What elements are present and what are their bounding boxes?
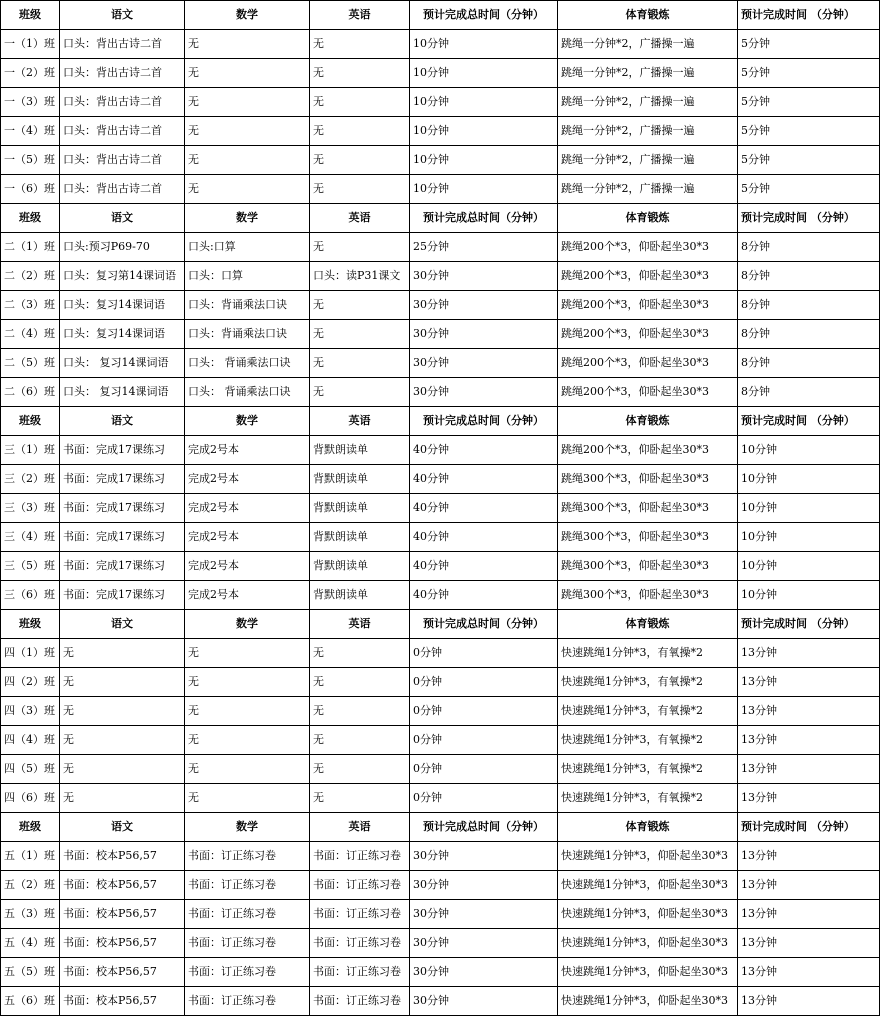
table-row [1, 697, 880, 726]
chinese-cell: 口头：背出古诗二首 [60, 88, 185, 117]
table-row [1, 929, 880, 958]
table-row [1, 639, 880, 668]
english-cell: 无 [310, 146, 410, 175]
pe-time-cell: 8分钟 [738, 233, 880, 262]
english-cell: 背默朗读单 [310, 436, 410, 465]
chinese-cell: 无 [60, 784, 185, 813]
total-time-cell: 40分钟 [410, 581, 558, 610]
chinese-cell: 书面：校本P56,57 [60, 929, 185, 958]
header-class: 班级 [1, 813, 60, 842]
total-time-cell: 0分钟 [410, 755, 558, 784]
header-chinese: 语文 [60, 204, 185, 233]
pe-cell: 跳绳200个*3，仰卧起坐30*3 [558, 291, 738, 320]
table-row [1, 320, 880, 349]
total-time-cell: 0分钟 [410, 668, 558, 697]
pe-cell: 快速跳绳1分钟*3，有氧操*2 [558, 668, 738, 697]
pe-time-cell: 13分钟 [738, 755, 880, 784]
class-cell: 二（1）班 [1, 233, 60, 262]
header-total-time: 预计完成总时间（分钟） [410, 1, 558, 30]
table-row [1, 668, 880, 697]
table-row [1, 465, 880, 494]
math-cell: 口头：口算 [185, 262, 310, 291]
header-chinese: 语文 [60, 1, 185, 30]
chinese-cell: 书面：校本P56,57 [60, 842, 185, 871]
class-cell: 三（5）班 [1, 552, 60, 581]
total-time-cell: 30分钟 [410, 291, 558, 320]
pe-cell: 跳绳200个*3，仰卧起坐30*3 [558, 436, 738, 465]
header-math: 数学 [185, 407, 310, 436]
math-cell: 无 [185, 30, 310, 59]
chinese-cell: 口头： 复习14课词语 [60, 378, 185, 407]
pe-time-cell: 8分钟 [738, 291, 880, 320]
pe-cell: 快速跳绳1分钟*3，有氧操*2 [558, 697, 738, 726]
class-cell: 四（5）班 [1, 755, 60, 784]
chinese-cell: 无 [60, 697, 185, 726]
pe-time-cell: 10分钟 [738, 494, 880, 523]
table-body [1, 1, 880, 1016]
header-chinese: 语文 [60, 610, 185, 639]
class-cell: 五（5）班 [1, 958, 60, 987]
table-row [1, 88, 880, 117]
header-row [1, 813, 880, 842]
english-cell: 背默朗读单 [310, 581, 410, 610]
header-row [1, 1, 880, 30]
table-row [1, 581, 880, 610]
pe-cell: 跳绳200个*3，仰卧起坐30*3 [558, 349, 738, 378]
chinese-cell: 口头：背出古诗二首 [60, 30, 185, 59]
chinese-cell: 口头：背出古诗二首 [60, 117, 185, 146]
table-row [1, 436, 880, 465]
english-cell: 背默朗读单 [310, 552, 410, 581]
english-cell: 无 [310, 59, 410, 88]
english-cell: 书面：订正练习卷 [310, 842, 410, 871]
table-row [1, 900, 880, 929]
header-class: 班级 [1, 1, 60, 30]
english-cell: 书面：订正练习卷 [310, 871, 410, 900]
chinese-cell: 无 [60, 755, 185, 784]
pe-time-cell: 8分钟 [738, 320, 880, 349]
total-time-cell: 40分钟 [410, 436, 558, 465]
total-time-cell: 30分钟 [410, 262, 558, 291]
chinese-cell: 书面：完成17课练习 [60, 581, 185, 610]
class-cell: 一（1）班 [1, 30, 60, 59]
pe-cell: 快速跳绳1分钟*3，仰卧起坐30*3 [558, 987, 738, 1016]
chinese-cell: 口头：复习14课词语 [60, 320, 185, 349]
pe-time-cell: 10分钟 [738, 523, 880, 552]
table-row [1, 262, 880, 291]
class-cell: 五（3）班 [1, 900, 60, 929]
total-time-cell: 10分钟 [410, 175, 558, 204]
math-cell: 书面：订正练习卷 [185, 900, 310, 929]
pe-time-cell: 13分钟 [738, 784, 880, 813]
math-cell: 书面：订正练习卷 [185, 842, 310, 871]
total-time-cell: 10分钟 [410, 30, 558, 59]
header-pe: 体育锻炼 [558, 813, 738, 842]
math-cell: 口头：背诵乘法口诀 [185, 320, 310, 349]
total-time-cell: 40分钟 [410, 552, 558, 581]
header-chinese: 语文 [60, 407, 185, 436]
pe-cell: 跳绳一分钟*2，广播操一遍 [558, 30, 738, 59]
total-time-cell: 0分钟 [410, 639, 558, 668]
header-total-time: 预计完成总时间（分钟） [410, 813, 558, 842]
pe-time-cell: 5分钟 [738, 117, 880, 146]
math-cell: 书面：订正练习卷 [185, 987, 310, 1016]
pe-cell: 跳绳300个*3，仰卧起坐30*3 [558, 465, 738, 494]
class-cell: 五（1）班 [1, 842, 60, 871]
class-cell: 二（4）班 [1, 320, 60, 349]
english-cell: 无 [310, 349, 410, 378]
pe-time-cell: 10分钟 [738, 465, 880, 494]
table-row [1, 146, 880, 175]
class-cell: 三（3）班 [1, 494, 60, 523]
total-time-cell: 0分钟 [410, 726, 558, 755]
pe-time-cell: 5分钟 [738, 30, 880, 59]
total-time-cell: 30分钟 [410, 900, 558, 929]
pe-cell: 快速跳绳1分钟*3，仰卧起坐30*3 [558, 842, 738, 871]
english-cell: 无 [310, 291, 410, 320]
math-cell: 无 [185, 639, 310, 668]
pe-cell: 跳绳200个*3，仰卧起坐30*3 [558, 262, 738, 291]
pe-time-cell: 8分钟 [738, 378, 880, 407]
table-row [1, 726, 880, 755]
total-time-cell: 10分钟 [410, 146, 558, 175]
math-cell: 无 [185, 697, 310, 726]
total-time-cell: 10分钟 [410, 59, 558, 88]
math-cell: 无 [185, 784, 310, 813]
table-row [1, 755, 880, 784]
class-cell: 三（2）班 [1, 465, 60, 494]
total-time-cell: 0分钟 [410, 784, 558, 813]
class-cell: 一（6）班 [1, 175, 60, 204]
pe-cell: 快速跳绳1分钟*3，有氧操*2 [558, 639, 738, 668]
math-cell: 完成2号本 [185, 494, 310, 523]
english-cell: 无 [310, 378, 410, 407]
pe-time-cell: 5分钟 [738, 146, 880, 175]
chinese-cell: 书面：校本P56,57 [60, 987, 185, 1016]
pe-cell: 快速跳绳1分钟*3，有氧操*2 [558, 784, 738, 813]
math-cell: 完成2号本 [185, 465, 310, 494]
math-cell: 无 [185, 755, 310, 784]
pe-cell: 跳绳200个*3，仰卧起坐30*3 [558, 233, 738, 262]
pe-cell: 跳绳一分钟*2，广播操一遍 [558, 175, 738, 204]
pe-time-cell: 10分钟 [738, 552, 880, 581]
math-cell: 完成2号本 [185, 552, 310, 581]
pe-time-cell: 10分钟 [738, 436, 880, 465]
pe-time-cell: 13分钟 [738, 871, 880, 900]
pe-cell: 快速跳绳1分钟*3，仰卧起坐30*3 [558, 900, 738, 929]
pe-time-cell: 8分钟 [738, 349, 880, 378]
class-cell: 二（3）班 [1, 291, 60, 320]
chinese-cell: 口头：背出古诗二首 [60, 175, 185, 204]
table-row [1, 175, 880, 204]
table-row [1, 958, 880, 987]
header-row [1, 610, 880, 639]
table-row [1, 349, 880, 378]
chinese-cell: 口头： 复习14课词语 [60, 349, 185, 378]
table-row [1, 523, 880, 552]
pe-time-cell: 8分钟 [738, 262, 880, 291]
header-class: 班级 [1, 204, 60, 233]
math-cell: 无 [185, 117, 310, 146]
class-cell: 二（6）班 [1, 378, 60, 407]
table-row [1, 842, 880, 871]
english-cell: 无 [310, 320, 410, 349]
class-cell: 三（6）班 [1, 581, 60, 610]
table-row [1, 552, 880, 581]
math-cell: 口头：背诵乘法口诀 [185, 291, 310, 320]
header-english: 英语 [310, 204, 410, 233]
header-english: 英语 [310, 813, 410, 842]
header-english: 英语 [310, 610, 410, 639]
total-time-cell: 10分钟 [410, 88, 558, 117]
english-cell: 背默朗读单 [310, 494, 410, 523]
class-cell: 五（4）班 [1, 929, 60, 958]
pe-cell: 快速跳绳1分钟*3，仰卧起坐30*3 [558, 958, 738, 987]
class-cell: 四（6）班 [1, 784, 60, 813]
english-cell: 书面：订正练习卷 [310, 929, 410, 958]
table-row [1, 233, 880, 262]
header-pe: 体育锻炼 [558, 204, 738, 233]
english-cell: 书面：订正练习卷 [310, 900, 410, 929]
class-cell: 四（2）班 [1, 668, 60, 697]
pe-cell: 跳绳300个*3，仰卧起坐30*3 [558, 581, 738, 610]
english-cell: 无 [310, 697, 410, 726]
class-cell: 五（6）班 [1, 987, 60, 1016]
math-cell: 书面：订正练习卷 [185, 929, 310, 958]
pe-time-cell: 13分钟 [738, 929, 880, 958]
chinese-cell: 书面：完成17课练习 [60, 523, 185, 552]
pe-cell: 快速跳绳1分钟*3，有氧操*2 [558, 755, 738, 784]
header-pe-time: 预计完成时间 （分钟） [738, 407, 880, 436]
header-pe-time: 预计完成时间 （分钟） [738, 610, 880, 639]
total-time-cell: 30分钟 [410, 320, 558, 349]
pe-cell: 跳绳一分钟*2，广播操一遍 [558, 117, 738, 146]
chinese-cell: 书面：校本P56,57 [60, 871, 185, 900]
total-time-cell: 30分钟 [410, 929, 558, 958]
class-cell: 二（5）班 [1, 349, 60, 378]
header-row [1, 407, 880, 436]
class-cell: 一（3）班 [1, 88, 60, 117]
chinese-cell: 口头：背出古诗二首 [60, 146, 185, 175]
header-class: 班级 [1, 610, 60, 639]
pe-time-cell: 13分钟 [738, 900, 880, 929]
table-row [1, 291, 880, 320]
pe-cell: 跳绳一分钟*2，广播操一遍 [558, 146, 738, 175]
math-cell: 无 [185, 726, 310, 755]
english-cell: 无 [310, 639, 410, 668]
pe-time-cell: 5分钟 [738, 59, 880, 88]
english-cell: 书面：订正练习卷 [310, 987, 410, 1016]
chinese-cell: 无 [60, 726, 185, 755]
pe-cell: 跳绳300个*3，仰卧起坐30*3 [558, 523, 738, 552]
math-cell: 口头： 背诵乘法口诀 [185, 349, 310, 378]
header-total-time: 预计完成总时间（分钟） [410, 407, 558, 436]
table-row [1, 59, 880, 88]
chinese-cell: 书面：完成17课练习 [60, 552, 185, 581]
table-row [1, 987, 880, 1016]
total-time-cell: 0分钟 [410, 697, 558, 726]
header-math: 数学 [185, 1, 310, 30]
pe-time-cell: 13分钟 [738, 668, 880, 697]
english-cell: 无 [310, 668, 410, 697]
math-cell: 口头： 背诵乘法口诀 [185, 378, 310, 407]
pe-cell: 快速跳绳1分钟*3，有氧操*2 [558, 726, 738, 755]
header-math: 数学 [185, 204, 310, 233]
header-chinese: 语文 [60, 813, 185, 842]
pe-time-cell: 13分钟 [738, 842, 880, 871]
chinese-cell: 书面：完成17课练习 [60, 436, 185, 465]
english-cell: 无 [310, 30, 410, 59]
table-row [1, 871, 880, 900]
header-pe: 体育锻炼 [558, 407, 738, 436]
header-pe: 体育锻炼 [558, 610, 738, 639]
math-cell: 无 [185, 175, 310, 204]
math-cell: 无 [185, 59, 310, 88]
pe-cell: 跳绳200个*3，仰卧起坐30*3 [558, 320, 738, 349]
pe-time-cell: 13分钟 [738, 697, 880, 726]
table-row [1, 30, 880, 59]
pe-cell: 跳绳一分钟*2，广播操一遍 [558, 59, 738, 88]
header-english: 英语 [310, 1, 410, 30]
math-cell: 无 [185, 88, 310, 117]
total-time-cell: 25分钟 [410, 233, 558, 262]
total-time-cell: 30分钟 [410, 378, 558, 407]
total-time-cell: 30分钟 [410, 842, 558, 871]
chinese-cell: 口头:预习P69-70 [60, 233, 185, 262]
class-cell: 二（2）班 [1, 262, 60, 291]
pe-time-cell: 5分钟 [738, 175, 880, 204]
english-cell: 背默朗读单 [310, 465, 410, 494]
pe-cell: 跳绳300个*3，仰卧起坐30*3 [558, 552, 738, 581]
pe-cell: 跳绳300个*3，仰卧起坐30*3 [558, 494, 738, 523]
english-cell: 背默朗读单 [310, 523, 410, 552]
pe-time-cell: 13分钟 [738, 987, 880, 1016]
english-cell: 无 [310, 784, 410, 813]
pe-time-cell: 13分钟 [738, 958, 880, 987]
header-pe: 体育锻炼 [558, 1, 738, 30]
total-time-cell: 30分钟 [410, 958, 558, 987]
class-cell: 四（1）班 [1, 639, 60, 668]
english-cell: 无 [310, 88, 410, 117]
table-row [1, 117, 880, 146]
chinese-cell: 无 [60, 668, 185, 697]
english-cell: 无 [310, 233, 410, 262]
pe-cell: 跳绳一分钟*2，广播操一遍 [558, 88, 738, 117]
header-english: 英语 [310, 407, 410, 436]
header-pe-time: 预计完成时间 （分钟） [738, 204, 880, 233]
header-pe-time: 预计完成时间 （分钟） [738, 813, 880, 842]
chinese-cell: 书面：完成17课练习 [60, 494, 185, 523]
header-math: 数学 [185, 813, 310, 842]
class-cell: 一（5）班 [1, 146, 60, 175]
class-cell: 一（4）班 [1, 117, 60, 146]
pe-time-cell: 5分钟 [738, 88, 880, 117]
header-class: 班级 [1, 407, 60, 436]
math-cell: 书面：订正练习卷 [185, 871, 310, 900]
table-row [1, 378, 880, 407]
header-math: 数学 [185, 610, 310, 639]
class-cell: 四（4）班 [1, 726, 60, 755]
pe-cell: 快速跳绳1分钟*3，仰卧起坐30*3 [558, 871, 738, 900]
math-cell: 口头:口算 [185, 233, 310, 262]
chinese-cell: 口头：复习14课词语 [60, 291, 185, 320]
chinese-cell: 口头：复习第14课词语 [60, 262, 185, 291]
english-cell: 无 [310, 117, 410, 146]
total-time-cell: 40分钟 [410, 494, 558, 523]
total-time-cell: 40分钟 [410, 523, 558, 552]
english-cell: 无 [310, 726, 410, 755]
math-cell: 完成2号本 [185, 581, 310, 610]
table-row [1, 494, 880, 523]
chinese-cell: 书面：校本P56,57 [60, 900, 185, 929]
header-pe-time: 预计完成时间 （分钟） [738, 1, 880, 30]
header-row [1, 204, 880, 233]
english-cell: 无 [310, 175, 410, 204]
math-cell: 书面：订正练习卷 [185, 958, 310, 987]
pe-time-cell: 10分钟 [738, 581, 880, 610]
english-cell: 口头：读P31课文 [310, 262, 410, 291]
header-total-time: 预计完成总时间（分钟） [410, 204, 558, 233]
pe-time-cell: 13分钟 [738, 639, 880, 668]
pe-cell: 快速跳绳1分钟*3，仰卧起坐30*3 [558, 929, 738, 958]
chinese-cell: 无 [60, 639, 185, 668]
total-time-cell: 30分钟 [410, 871, 558, 900]
total-time-cell: 10分钟 [410, 117, 558, 146]
header-total-time: 预计完成总时间（分钟） [410, 610, 558, 639]
chinese-cell: 口头：背出古诗二首 [60, 59, 185, 88]
math-cell: 无 [185, 146, 310, 175]
english-cell: 书面：订正练习卷 [310, 958, 410, 987]
total-time-cell: 30分钟 [410, 987, 558, 1016]
chinese-cell: 书面：校本P56,57 [60, 958, 185, 987]
total-time-cell: 40分钟 [410, 465, 558, 494]
class-cell: 三（1）班 [1, 436, 60, 465]
math-cell: 完成2号本 [185, 523, 310, 552]
english-cell: 无 [310, 755, 410, 784]
table-row [1, 784, 880, 813]
class-cell: 五（2）班 [1, 871, 60, 900]
pe-time-cell: 13分钟 [738, 726, 880, 755]
class-cell: 一（2）班 [1, 59, 60, 88]
total-time-cell: 30分钟 [410, 349, 558, 378]
class-cell: 四（3）班 [1, 697, 60, 726]
chinese-cell: 书面：完成17课练习 [60, 465, 185, 494]
pe-cell: 跳绳200个*3，仰卧起坐30*3 [558, 378, 738, 407]
class-cell: 三（4）班 [1, 523, 60, 552]
math-cell: 无 [185, 668, 310, 697]
math-cell: 完成2号本 [185, 436, 310, 465]
